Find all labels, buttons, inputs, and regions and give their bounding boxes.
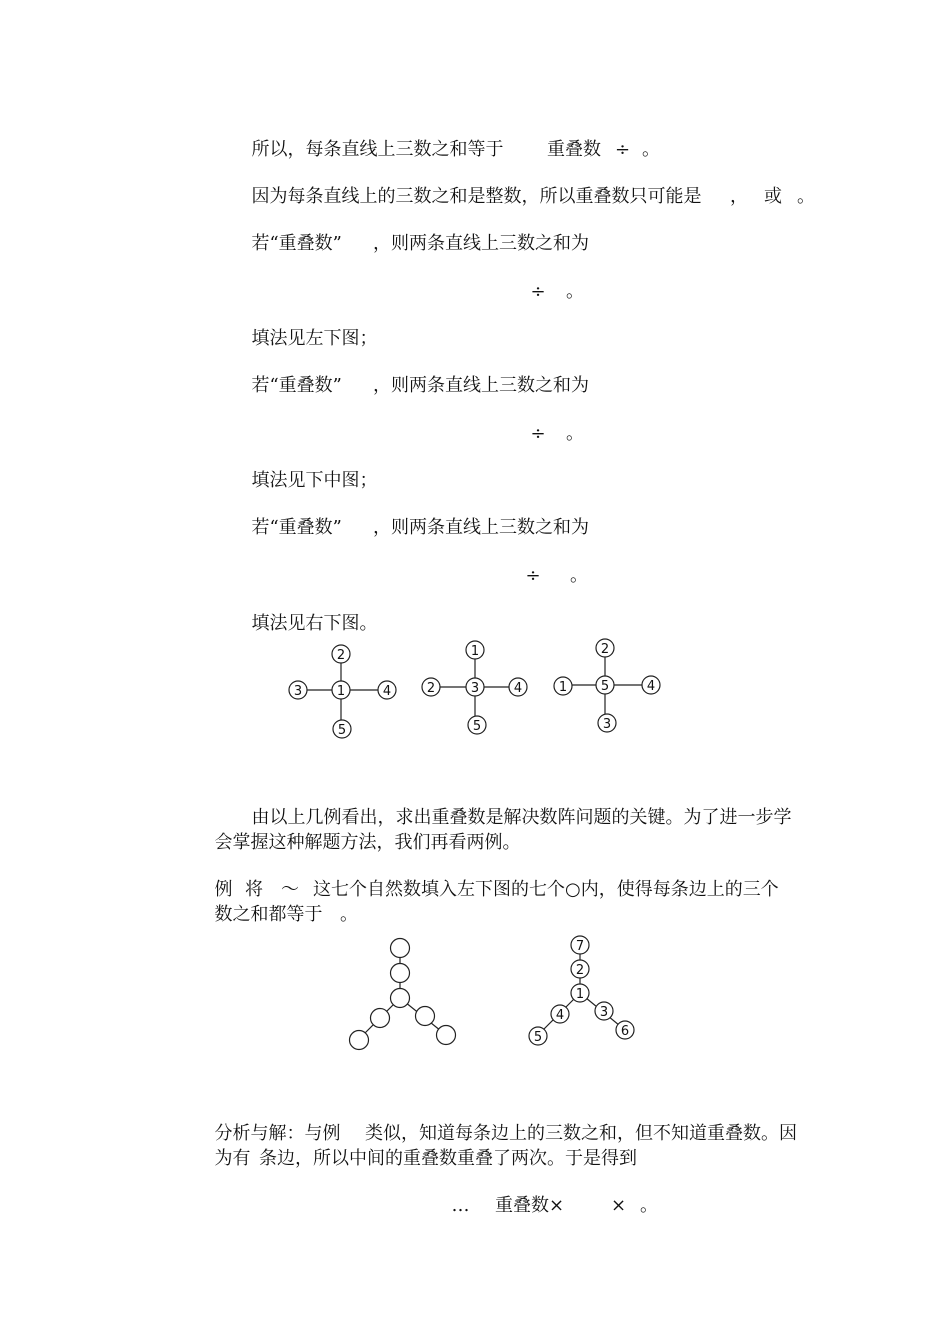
text-fragment: ，则两条直线上三数之和为 — [373, 517, 589, 538]
node-label: 1 — [575, 987, 585, 1002]
node-label: 1 — [470, 644, 480, 659]
text-fragment: ， — [730, 186, 748, 207]
node-circle — [350, 1031, 369, 1050]
node-label: 4 — [382, 684, 392, 699]
text-fragment: 所以，每条直线上三数之和等于 — [251, 139, 504, 160]
node-label: 5 — [533, 1030, 543, 1045]
node-circle — [371, 1009, 390, 1028]
text-fragment: 重叠数 — [547, 139, 601, 160]
text-fragment: 数之和都等于 — [214, 904, 323, 925]
node-label: 2 — [426, 681, 436, 696]
node-label: 6 — [620, 1024, 630, 1039]
text-fragment: 会掌握这种解题方法，我们再看两例。 — [214, 832, 521, 853]
text-fragment: ～ — [281, 879, 299, 900]
node-circle — [416, 1007, 435, 1026]
text-fragment: 填法见下中图； — [251, 470, 378, 491]
node-label: 1 — [336, 684, 346, 699]
text-fragment: 。 — [340, 904, 358, 925]
node-label: 3 — [293, 684, 303, 699]
node-label: 5 — [472, 719, 482, 734]
y-diagram-empty — [350, 939, 456, 1050]
text-fragment: 若“重叠数” — [251, 233, 342, 254]
node-label: 3 — [602, 717, 612, 732]
text-fragment: 这七个自然数填入左下图的七个○内，使得每条边上的三个 — [313, 879, 779, 900]
node-label: 7 — [575, 939, 585, 954]
cross-diagram-right — [554, 639, 660, 732]
node-label: 3 — [599, 1005, 609, 1020]
node-label: 2 — [600, 642, 610, 657]
cross-diagram-left — [289, 645, 396, 738]
text-fragment: 分析与解：与例 — [214, 1123, 341, 1144]
text-fragment: ÷ — [530, 423, 546, 444]
text-fragment: 。 — [642, 139, 660, 160]
node-circle — [391, 939, 410, 958]
text-fragment: 条边，所以中间的重叠数重叠了两次。于是得到 — [259, 1148, 637, 1169]
text-fragment: 若“重叠数” — [251, 517, 342, 538]
text-fragment: 将 — [245, 879, 263, 900]
text-fragment: 填法见左下图； — [251, 328, 378, 349]
text-fragment: ，则两条直线上三数之和为 — [373, 233, 589, 254]
text-fragment: 重叠数× — [495, 1195, 565, 1216]
node-label: 4 — [513, 681, 523, 696]
node-label: 5 — [600, 679, 610, 694]
node-label: 1 — [558, 680, 568, 695]
text-fragment: 或 — [764, 186, 782, 207]
text-fragment: 为有 — [214, 1148, 251, 1169]
text-fragment: 若“重叠数” — [251, 375, 342, 396]
text-fragment: 类似，知道每条边上的三数之和，但不知道重叠数。因 — [365, 1123, 797, 1144]
text-fragment: 填法见右下图。 — [251, 613, 378, 634]
text-fragment: ÷ — [530, 281, 546, 302]
node-circle — [391, 964, 410, 983]
text-fragment: 。 — [640, 1195, 658, 1216]
node-label: 4 — [555, 1008, 565, 1023]
text-fragment: 。 — [566, 423, 584, 444]
node-label: 3 — [470, 681, 480, 696]
cross-diagram-middle — [422, 641, 527, 734]
y-diagram-filled — [529, 936, 634, 1045]
node-label: 4 — [646, 679, 656, 694]
node-circle — [391, 989, 410, 1008]
text-fragment: 。 — [797, 186, 815, 207]
text-fragment: × — [611, 1195, 627, 1216]
node-label: 5 — [337, 723, 347, 738]
node-label: 2 — [575, 963, 585, 978]
node-label: 2 — [336, 648, 346, 663]
text-fragment: ÷ — [525, 565, 541, 586]
text-fragment: … — [451, 1195, 470, 1216]
node-circle — [437, 1026, 456, 1045]
text-fragment: 例 — [214, 879, 233, 900]
text-fragment: ÷ — [615, 139, 631, 160]
text-fragment: 。 — [566, 281, 584, 302]
text-fragment: 由以上几例看出，求出重叠数是解决数阵问题的关键。为了进一步学 — [251, 807, 792, 828]
text-fragment: 因为每条直线上的三数之和是整数，所以重叠数只可能是 — [251, 186, 702, 207]
text-fragment: 。 — [570, 565, 588, 586]
text-fragment: ，则两条直线上三数之和为 — [373, 375, 589, 396]
